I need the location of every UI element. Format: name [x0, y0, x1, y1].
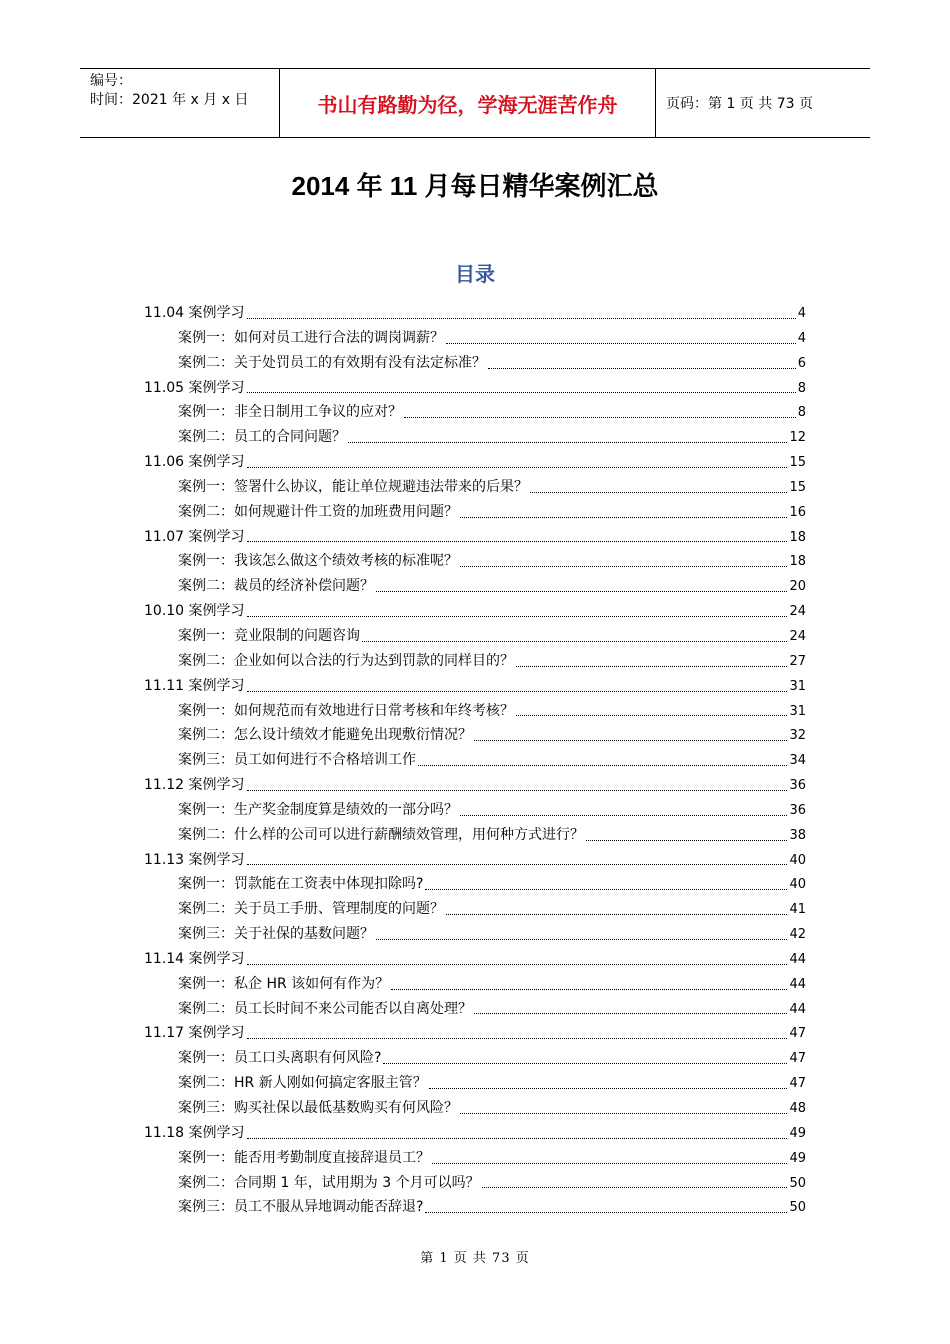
toc-section-entry[interactable] [144, 947, 806, 972]
header-number-label: 编号： [90, 73, 132, 89]
toc-dot-leader [247, 963, 788, 965]
toc-page-number: 44 [789, 1001, 806, 1017]
toc-entry-text: 案例一：罚款能在工资表中体现扣除吗? [178, 876, 424, 893]
toc-case-entry[interactable] [144, 549, 806, 574]
toc-dot-leader [425, 1211, 787, 1213]
toc-page-number: 47 [789, 1026, 806, 1042]
toc-dot-leader [446, 913, 787, 915]
toc-page-number: 36 [789, 778, 806, 794]
toc-dot-leader [247, 317, 796, 319]
toc-entry-text: 案例一：签署什么协议，能让单位规避违法带来的后果？ [178, 478, 528, 495]
toc-case-entry[interactable] [144, 425, 806, 450]
toc-page-number: 24 [789, 604, 806, 620]
toc-dot-leader [446, 342, 796, 344]
toc-page-number: 27 [789, 653, 806, 669]
toc-section-entry[interactable] [144, 674, 806, 699]
header-page-info: 页码：第 1 页 共 73 页 [666, 96, 813, 112]
toc-entry-text: 11.13 案例学习 [144, 851, 245, 868]
table-of-contents [144, 301, 806, 1220]
toc-dot-leader [383, 1062, 787, 1064]
toc-page-number: 42 [789, 927, 806, 943]
toc-page-number: 40 [789, 877, 806, 893]
toc-case-entry[interactable] [144, 500, 806, 525]
toc-entry-text: 11.05 案例学习 [144, 379, 245, 396]
toc-case-entry[interactable] [144, 699, 806, 724]
toc-entry-text: 11.18 案例学习 [144, 1124, 245, 1141]
toc-page-number: 8 [797, 405, 806, 421]
toc-page-number: 18 [789, 554, 806, 570]
toc-entry-text: 11.06 案例学习 [144, 454, 245, 471]
toc-dot-leader [586, 839, 787, 841]
toc-page-number: 32 [789, 728, 806, 744]
toc-dot-leader [404, 416, 796, 418]
header-motto: 书山有路勤为径，学海无涯苦作舟 [280, 69, 656, 137]
toc-dot-leader [516, 714, 787, 716]
toc-entry-text: 11.04 案例学习 [144, 305, 245, 321]
toc-page-number: 31 [789, 703, 806, 719]
document-title: 2014 年 11 月每日精华案例汇总 [291, 171, 659, 201]
toc-dot-leader [429, 1087, 788, 1089]
toc-page-number: 8 [797, 380, 806, 396]
toc-case-entry[interactable] [144, 1046, 806, 1071]
toc-section-entry[interactable] [144, 450, 806, 475]
toc-page-number: 6 [797, 355, 806, 371]
toc-case-entry[interactable] [144, 1146, 806, 1171]
toc-dot-leader [474, 1012, 787, 1014]
toc-dot-leader [247, 391, 796, 393]
toc-entry-text: 案例二：什么样的公司可以进行薪酬绩效管理，用何种方式进行？ [178, 826, 584, 843]
toc-page-number: 12 [789, 430, 806, 446]
toc-page-number: 31 [789, 678, 806, 694]
toc-page-number: 44 [789, 951, 806, 967]
toc-case-entry[interactable] [144, 326, 806, 351]
toc-heading: 目录 [455, 262, 495, 286]
toc-page-number: 49 [789, 1125, 806, 1141]
toc-case-entry[interactable] [144, 872, 806, 897]
toc-dot-leader [247, 615, 788, 617]
toc-entry-text: 案例二：关于处罚员工的有效期有没有法定标准？ [178, 354, 486, 371]
toc-dot-leader [418, 764, 787, 766]
toc-entry-text: 案例三：员工如何进行不合格培训工作 [178, 752, 416, 769]
toc-page-number: 36 [789, 802, 806, 818]
toc-section-entry[interactable] [144, 848, 806, 873]
toc-entry-text: 案例二：关于员工手册、管理制度的问题？ [178, 901, 444, 918]
toc-case-entry[interactable] [144, 997, 806, 1022]
toc-page-number: 15 [789, 455, 806, 471]
toc-case-entry[interactable] [144, 649, 806, 674]
toc-dot-leader [530, 491, 787, 493]
page-footer: 第 1 页 共 73 页 [420, 1251, 530, 1266]
toc-page-number: 44 [789, 976, 806, 992]
toc-dot-leader [376, 938, 787, 940]
toc-page-number: 4 [797, 306, 806, 321]
toc-section-entry[interactable] [144, 525, 806, 550]
toc-entry-text: 案例一：私企 HR 该如何有作为？ [178, 975, 390, 992]
toc-dot-leader [460, 516, 787, 518]
header-meta [80, 69, 280, 137]
toc-dot-leader [247, 466, 788, 468]
toc-entry-text: 案例二：怎么设计绩效才能避免出现敷衍情况？ [178, 727, 472, 744]
toc-entry-text: 案例一：能否用考勤制度直接辞退员工？ [178, 1149, 430, 1166]
toc-dot-leader [376, 590, 787, 592]
toc-dot-leader [516, 665, 787, 667]
toc-page-number: 38 [789, 827, 806, 843]
toc-section-entry[interactable] [144, 1021, 806, 1046]
toc-page-number: 50 [789, 1200, 806, 1216]
toc-page-number: 24 [789, 628, 806, 644]
toc-entry-text: 11.14 案例学习 [144, 950, 245, 967]
page-header [80, 68, 870, 138]
toc-entry-text: 11.17 案例学习 [144, 1025, 245, 1042]
toc-entry-text: 案例三：员工不服从异地调动能否辞退? [178, 1199, 424, 1216]
toc-entry-text: 11.12 案例学习 [144, 777, 245, 794]
toc-entry-text: 案例一：生产奖金制度算是绩效的一部分吗？ [178, 801, 458, 818]
toc-case-entry[interactable] [144, 823, 806, 848]
toc-dot-leader [247, 1137, 788, 1139]
toc-entry-text: 案例二：员工的合同问题？ [178, 429, 346, 446]
toc-case-entry[interactable] [144, 723, 806, 748]
toc-page-number: 18 [789, 529, 806, 545]
toc-page-number: 41 [789, 902, 806, 918]
toc-page-number: 50 [789, 1175, 806, 1191]
toc-dot-leader [247, 540, 788, 542]
toc-entry-text: 11.11 案例学习 [144, 677, 245, 694]
toc-case-entry[interactable] [144, 400, 806, 425]
toc-entry-text: 案例二：如何规避计件工资的加班费用问题？ [178, 503, 458, 520]
toc-entry-text: 案例二：HR 新人刚如何搞定客服主管？ [178, 1075, 427, 1092]
header-time-label: 时间：2021 年 x 月 x 日 [90, 92, 249, 108]
toc-entry-text: 案例三：购买社保以最低基数购买有何风险？ [178, 1100, 458, 1116]
toc-entry-text: 案例一：非全日制用工争议的应对？ [178, 404, 402, 421]
toc-dot-leader [432, 1162, 787, 1164]
toc-dot-leader [362, 640, 787, 642]
toc-entry-text: 案例一：我该怎么做这个绩效考核的标准呢？ [178, 553, 458, 570]
toc-entry-text: 案例二：企业如何以合法的行为达到罚款的同样目的？ [178, 652, 514, 669]
toc-section-entry[interactable] [144, 1121, 806, 1146]
toc-dot-leader [425, 888, 787, 890]
toc-dot-leader [247, 789, 788, 791]
toc-case-entry[interactable] [144, 922, 806, 947]
toc-section-entry[interactable] [144, 301, 806, 326]
toc-dot-leader [247, 863, 788, 865]
toc-page-number: 40 [789, 852, 806, 868]
toc-dot-leader [391, 988, 787, 990]
toc-case-entry[interactable] [144, 798, 806, 823]
toc-entry-text: 11.07 案例学习 [144, 528, 245, 545]
toc-entry-text: 案例三：关于社保的基数问题？ [178, 926, 374, 943]
toc-dot-leader [247, 690, 788, 692]
toc-page-number: 47 [789, 1076, 806, 1092]
toc-section-entry[interactable] [144, 376, 806, 401]
toc-page-number: 15 [789, 479, 806, 495]
toc-entry-text: 案例二：员工长时间不来公司能否以自离处理？ [178, 1000, 472, 1017]
toc-dot-leader [474, 739, 787, 741]
toc-entry-text: 案例一：如何对员工进行合法的调岗调薪？ [178, 329, 444, 346]
toc-page-number: 20 [789, 579, 806, 595]
toc-dot-leader [488, 367, 796, 369]
toc-dot-leader [482, 1186, 788, 1188]
toc-entry-text: 案例一：如何规范而有效地进行日常考核和年终考核？ [178, 702, 514, 719]
toc-page-number: 34 [789, 753, 806, 769]
toc-case-entry[interactable] [144, 1171, 806, 1196]
toc-page-number: 47 [789, 1051, 806, 1067]
toc-page-number: 48 [789, 1101, 806, 1116]
toc-entry-text: 案例一：员工口头离职有何风险? [178, 1050, 382, 1067]
toc-entry-text: 案例二：裁员的经济补偿问题？ [178, 578, 374, 595]
toc-case-entry[interactable] [144, 1195, 806, 1220]
toc-dot-leader [247, 1037, 788, 1039]
toc-case-entry[interactable] [144, 351, 806, 376]
toc-case-entry[interactable] [144, 972, 806, 997]
toc-dot-leader [460, 1112, 787, 1114]
toc-dot-leader [348, 441, 787, 443]
toc-dot-leader [460, 814, 787, 816]
toc-entry-text: 案例二：合同期 1 年，试用期为 3 个月可以吗？ [178, 1174, 480, 1191]
toc-section-entry[interactable] [144, 773, 806, 798]
toc-page-number: 16 [789, 504, 806, 520]
toc-section-entry[interactable] [144, 599, 806, 624]
toc-case-entry[interactable] [144, 624, 806, 649]
toc-case-entry[interactable] [144, 748, 806, 773]
toc-entry-text: 案例一：竞业限制的问题咨询 [178, 627, 360, 644]
toc-case-entry[interactable] [144, 1096, 806, 1121]
toc-dot-leader [460, 565, 787, 567]
toc-case-entry[interactable] [144, 475, 806, 500]
toc-entry-text: 10.10 案例学习 [144, 603, 245, 620]
toc-case-entry[interactable] [144, 897, 806, 922]
toc-page-number: 4 [797, 330, 806, 346]
toc-page-number: 49 [789, 1150, 806, 1166]
toc-case-entry[interactable] [144, 574, 806, 599]
toc-case-entry[interactable] [144, 1071, 806, 1096]
